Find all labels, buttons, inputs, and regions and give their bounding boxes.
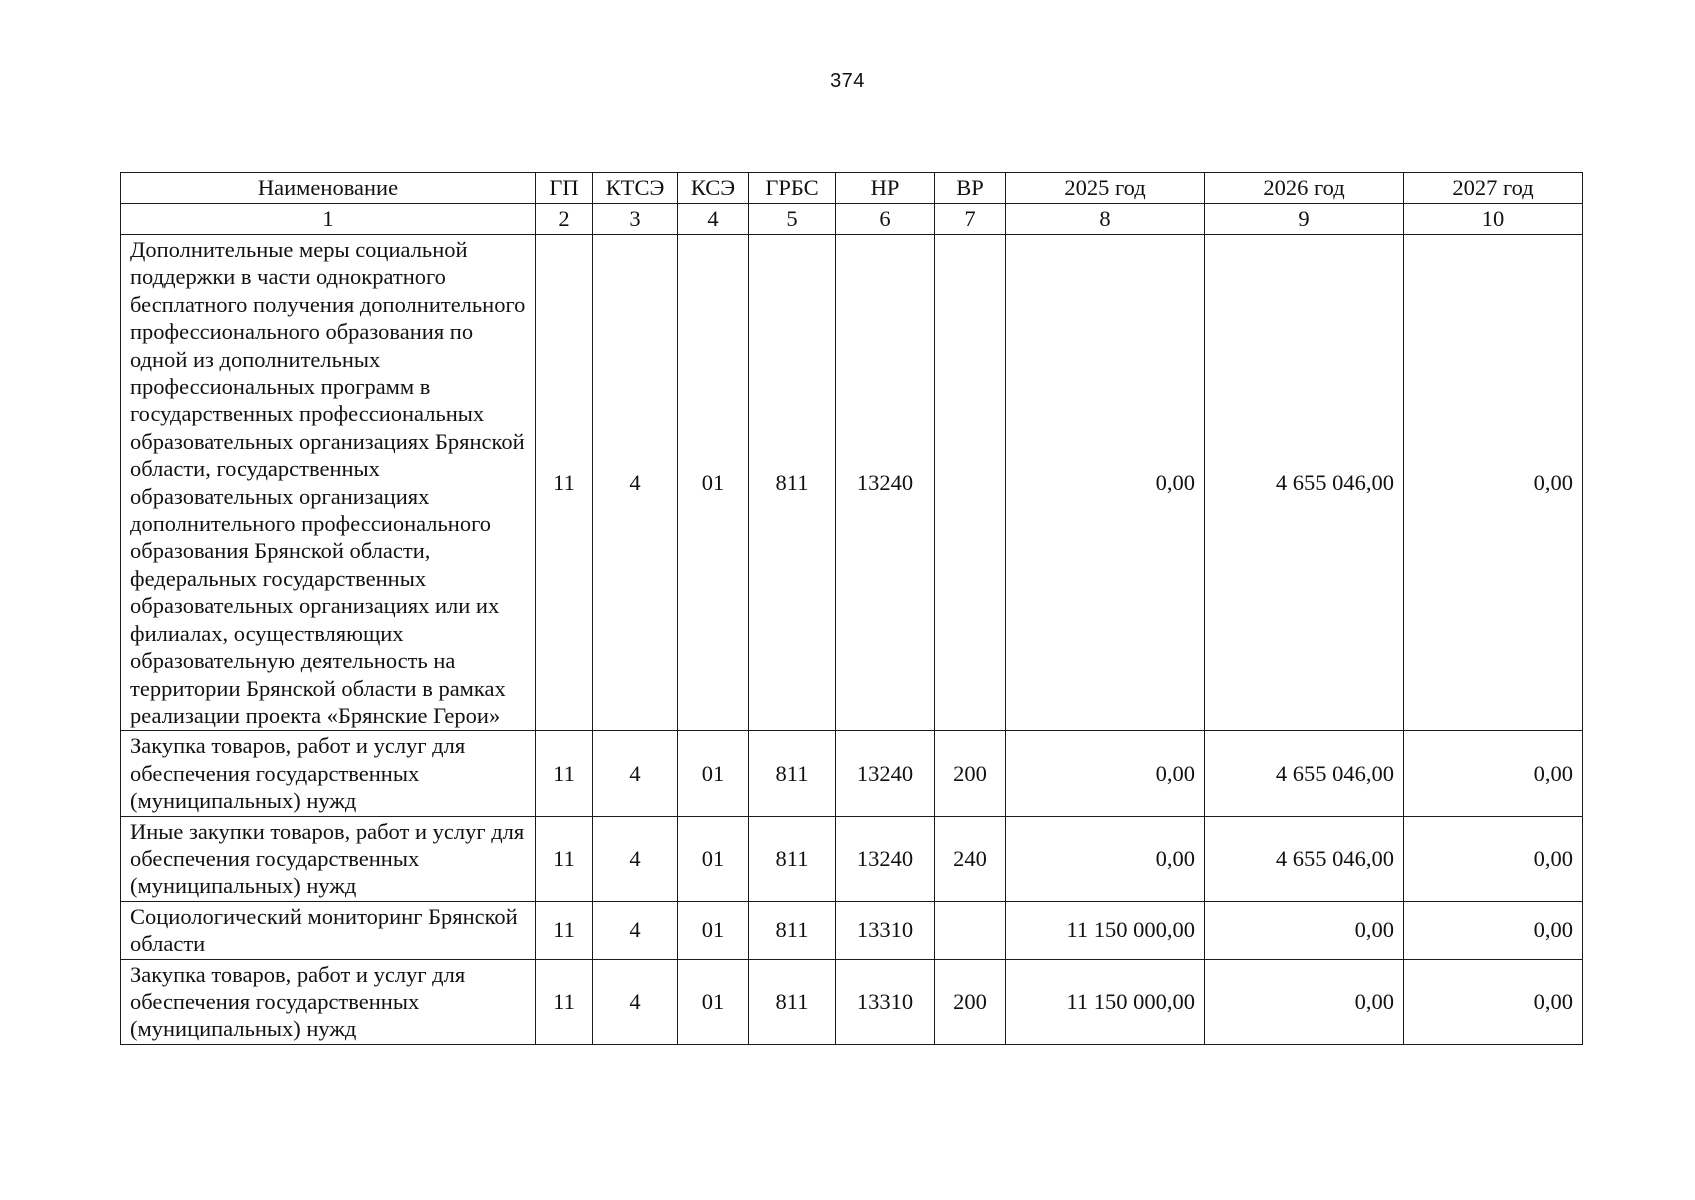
row-vr-cell: 200 [935,731,1006,816]
row-vr-cell [935,901,1006,959]
table-row [121,816,1583,901]
row-kse-cell: 01 [678,959,749,1044]
row-name-cell: Социологический мониторинг Брянской области [121,901,536,959]
row-name-cell: Закупка товаров, работ и услуг для обеспечения государственных (муниципальных) нужд [121,731,536,816]
row-2026-amount: 0,00 [1205,901,1404,959]
row-ktse-cell: 4 [593,235,678,731]
column-number-cell: 7 [935,204,1006,235]
row-2027-amount: 0,00 [1404,235,1583,731]
column-number-cell: 6 [836,204,935,235]
row-kse-cell: 01 [678,235,749,731]
row-vr-cell: 200 [935,959,1006,1044]
header-cell-gp: ГП [536,173,593,204]
row-grbs-cell: 811 [749,731,836,816]
row-nr-cell: 13310 [836,959,935,1044]
budget-table [120,172,1583,1045]
header-cell-2025: 2025 год [1006,173,1205,204]
row-2026-amount: 4 655 046,00 [1205,235,1404,731]
row-2025-amount: 11 150 000,00 [1006,901,1205,959]
row-ktse-cell: 4 [593,731,678,816]
row-nr-cell: 13240 [836,731,935,816]
row-kse-cell: 01 [678,731,749,816]
row-nr-cell: 13240 [836,235,935,731]
table-row [121,731,1583,816]
row-2027-amount: 0,00 [1404,959,1583,1044]
column-number-cell: 10 [1404,204,1583,235]
row-ktse-cell: 4 [593,959,678,1044]
row-grbs-cell: 811 [749,816,836,901]
row-grbs-cell: 811 [749,235,836,731]
column-number-cell: 4 [678,204,749,235]
row-nr-cell: 13310 [836,901,935,959]
row-grbs-cell: 811 [749,901,836,959]
row-name-cell: Иные закупки товаров, работ и услуг для обеспечения государственных (муниципальных) нужд [121,816,536,901]
column-number-cell: 5 [749,204,836,235]
row-kse-cell: 01 [678,901,749,959]
row-vr-cell [935,235,1006,731]
row-2026-amount: 4 655 046,00 [1205,731,1404,816]
header-cell-nr: НР [836,173,935,204]
row-2025-amount: 0,00 [1006,235,1205,731]
row-gp-cell: 11 [536,816,593,901]
row-2027-amount: 0,00 [1404,816,1583,901]
table-row [121,959,1583,1044]
header-cell-vr: ВР [935,173,1006,204]
row-grbs-cell: 811 [749,959,836,1044]
header-cell-ktse: КТСЭ [593,173,678,204]
row-2026-amount: 0,00 [1205,959,1404,1044]
row-2025-amount: 0,00 [1006,816,1205,901]
row-nr-cell: 13240 [836,816,935,901]
column-number-cell: 2 [536,204,593,235]
column-number-cell: 8 [1006,204,1205,235]
row-2025-amount: 11 150 000,00 [1006,959,1205,1044]
page-number: 374 [830,70,865,92]
row-vr-cell: 240 [935,816,1006,901]
row-gp-cell: 11 [536,901,593,959]
table-row [121,235,1583,731]
header-cell-grbs: ГРБС [749,173,836,204]
header-cell-kse: КСЭ [678,173,749,204]
row-ktse-cell: 4 [593,816,678,901]
row-2025-amount: 0,00 [1006,731,1205,816]
column-number-cell: 3 [593,204,678,235]
table-body [121,235,1583,1045]
row-gp-cell: 11 [536,731,593,816]
row-gp-cell: 11 [536,235,593,731]
header-row [121,173,1583,204]
row-name-cell: Закупка товаров, работ и услуг для обеспечения государственных (муниципальных) нужд [121,959,536,1044]
row-name-cell: Дополнительные меры социальной поддержки в части однократного бесплатного получения дополнительного профессионального образования по одной из дополнительных профессиональных программ в государственных профессиональных образовательных организациях Брянской области, государственных образовательных организациях дополнительного профессионального образования Брянской области, федеральных государственных образовательных организациях или их филиалах, осуществляющих образовательную деятельность на территории Брянской области в рамках реализации проекта «Брянские Герои» [121,235,536,731]
row-ktse-cell: 4 [593,901,678,959]
row-2027-amount: 0,00 [1404,901,1583,959]
column-number-cell: 1 [121,204,536,235]
header-cell-2026: 2026 год [1205,173,1404,204]
column-number-row [121,204,1583,235]
header-cell-2027: 2027 год [1404,173,1583,204]
row-2026-amount: 4 655 046,00 [1205,816,1404,901]
header-cell-name: Наименование [121,173,536,204]
row-2027-amount: 0,00 [1404,731,1583,816]
row-kse-cell: 01 [678,816,749,901]
column-number-cell: 9 [1205,204,1404,235]
row-gp-cell: 11 [536,959,593,1044]
table-row [121,901,1583,959]
